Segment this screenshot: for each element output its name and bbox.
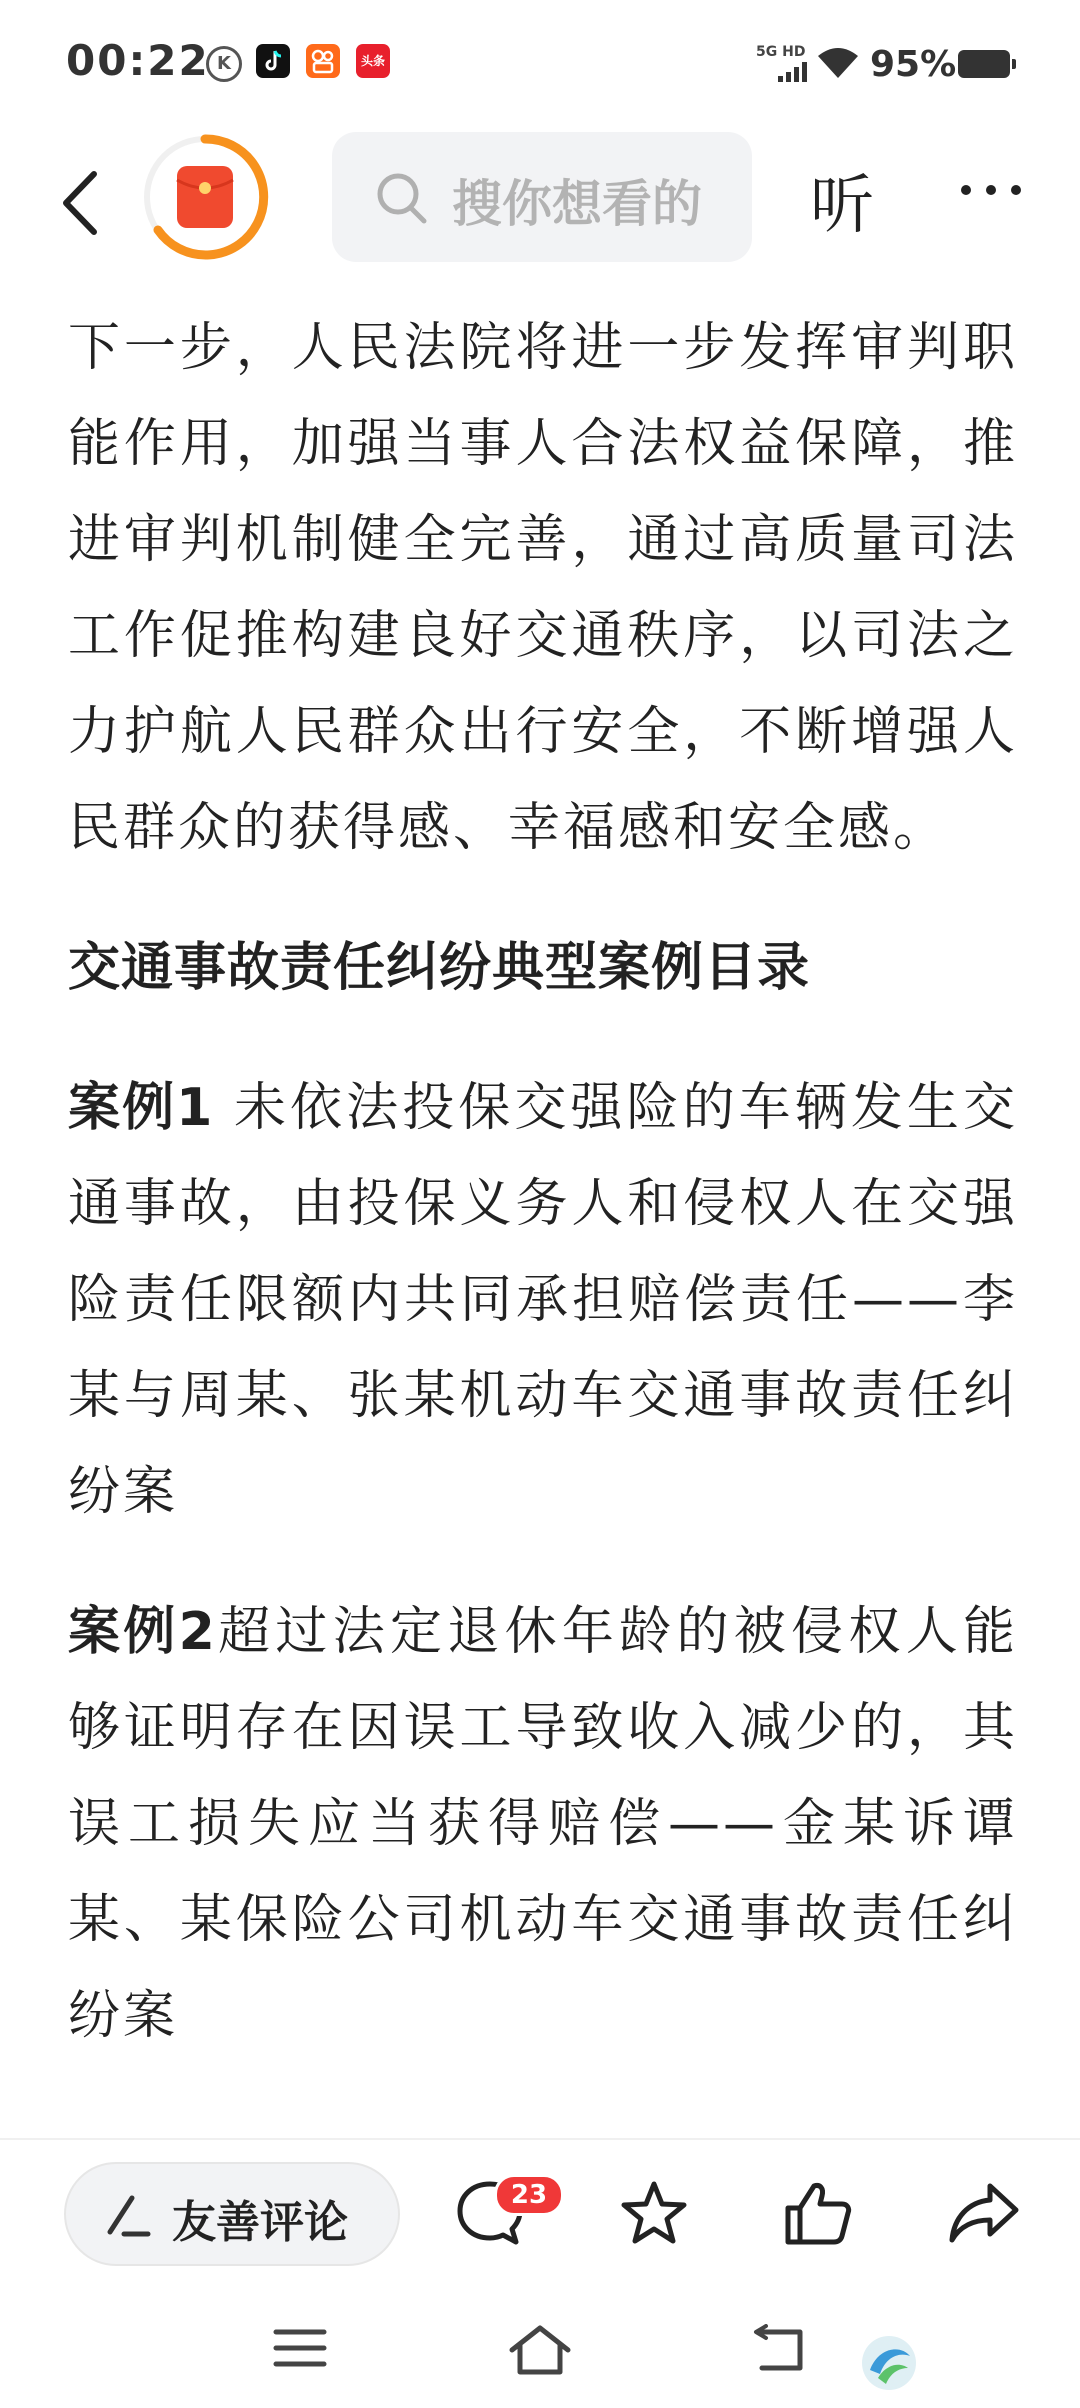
like-icon[interactable] (780, 2176, 856, 2252)
kuaishou-icon (306, 44, 340, 78)
battery-percent: 95% (870, 44, 957, 85)
case-label: 案例2 (68, 1602, 216, 1662)
system-nav-bar (0, 2288, 1080, 2408)
home-icon[interactable] (508, 2324, 572, 2376)
search-placeholder: 搜你想看的 (452, 175, 702, 233)
status-bar (0, 0, 1080, 130)
back-arrow-icon[interactable] (56, 168, 106, 238)
case-text: 未依法投保交强险的车辆发生交通事故，由投保义务人和侵权人在交强险责任限额内共同承担赔偿责任——李某与周某、张某机动车交通事故责任纠纷案 (68, 1078, 1018, 1522)
tiktok-icon (256, 44, 290, 78)
listen-button[interactable]: 听 (810, 169, 874, 243)
share-icon[interactable] (944, 2176, 1024, 2252)
case-label: 案例1 (68, 1078, 214, 1138)
scroll-fade (0, 2090, 1080, 2140)
search-icon (374, 170, 430, 226)
clock: 00:22 (66, 36, 210, 85)
floating-logo-icon (860, 2334, 918, 2392)
comment-label: 友善评论 (172, 2197, 348, 2248)
action-bar (0, 2138, 1080, 2290)
wifi-icon (816, 44, 860, 80)
comment-count-badge: 23 (494, 2174, 564, 2216)
article-body (68, 300, 1018, 2064)
comment-input-button[interactable] (64, 2162, 400, 2266)
article-header (0, 130, 1080, 270)
back-nav-icon[interactable] (752, 2324, 808, 2376)
section-heading: 交通事故责任纠纷典型案例目录 (68, 938, 811, 998)
search-box[interactable] (332, 132, 752, 262)
k-icon: K (206, 46, 242, 82)
case-item-2 (68, 1584, 1018, 2064)
toutiao-icon: 头条 (356, 44, 390, 78)
pen-icon (102, 2194, 152, 2238)
battery-icon (958, 50, 1010, 78)
article-paragraph: 下一步，人民法院将进一步发挥审判职能作用，加强当事人合法权益保障，推进审判机制健全完善，通过高质量司法工作促推构建良好交通秩序，以司法之力护航人民群众出行安全，不断增强人民群众的获得感、幸福感和安全感。 (68, 318, 1018, 858)
red-envelope-avatar[interactable] (140, 132, 270, 262)
menu-icon[interactable] (272, 2324, 328, 2372)
network-label: 5G HD (756, 44, 806, 60)
more-icon[interactable] (956, 160, 1026, 220)
case-text: 超过法定退休年龄的被侵权人能够证明存在因误工导致收入减少的，其误工损失应当获得赔偿——金某诉谭某、某保险公司机动车交通事故责任纠纷案 (68, 1602, 1018, 2046)
case-item-1 (68, 1060, 1018, 1540)
signal-icon (778, 62, 808, 82)
star-icon[interactable] (616, 2176, 692, 2252)
